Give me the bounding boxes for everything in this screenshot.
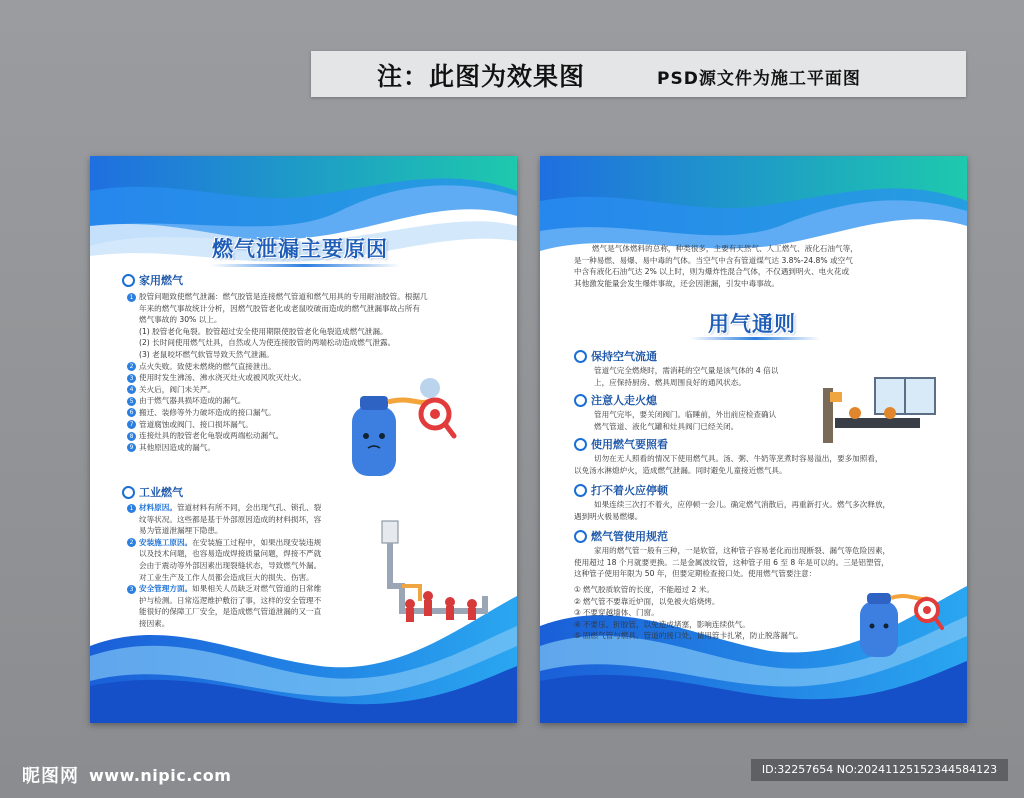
list-item: 不要压、折胶管，以免造成堵塞，影响连续供气。 <box>582 619 750 629</box>
number-badge: 4 <box>127 385 136 394</box>
right-flyer-page <box>540 156 967 723</box>
number-badge: 1 <box>127 293 136 302</box>
site-url[interactable]: www.nipic.com <box>89 765 232 785</box>
banner-sub-text: PSD源文件为施工平面图 <box>657 69 861 89</box>
text-line: 燃气是气体燃料的总称，种类很多，主要有天然气、人工燃气、液化石油气等， <box>592 244 858 253</box>
number-badge: 8 <box>127 432 136 441</box>
list-item: 燃气胶质软管的长度，不能超过 2 米。 <box>582 585 714 594</box>
text-line: 上，应保持厨房、燃具周围良好的通风状态。 <box>594 377 746 387</box>
text-line: 会由于震动等外部因素出现裂缝状态，导致燃气外漏。 <box>139 560 322 570</box>
list-item: 不要穿越墙体、门窗。 <box>582 608 659 618</box>
circle-marker-icon <box>574 394 587 407</box>
section-heading-turn-off <box>574 392 657 408</box>
text-line: (1) 胶管老化龟裂。胶管超过安全使用期限使胶管老化龟裂造成燃气泄漏。 <box>139 326 388 336</box>
site-logo: 昵图网 <box>22 766 79 787</box>
number-badge: 2 <box>127 538 136 547</box>
section-heading-household <box>122 272 183 288</box>
text-line: 胶管问题致使燃气泄漏：燃气胶管是连接燃气管道和燃气用具的专用耐油胶管。根据几 <box>139 292 428 301</box>
left-flyer-page <box>90 156 517 723</box>
hose-rules-text <box>574 545 954 580</box>
text-line: 家用的燃气管一般有三种，一是软管，这种管子容易老化而出现断裂、漏气等危险因素， <box>594 546 891 555</box>
item-label: 安全管理方面。 <box>139 584 193 594</box>
text-line: 点火失败。致使未燃烧的燃气直接泄出。 <box>139 361 276 371</box>
text-line: 其他激发能量会发生爆炸事故，还会因泄漏，引发中毒事故。 <box>574 278 780 288</box>
ventilation-text <box>594 365 844 388</box>
text-line: 能很好的保障工厂安全，是造成燃气管道泄漏的又一直 <box>139 607 322 617</box>
text-line: 易为管道泄漏埋下隐患。 <box>139 526 223 536</box>
circle-marker-icon <box>122 274 135 287</box>
text-line: 中含有液化石油气达 2% 以上时，则为爆炸性混合气体，不仅遇到明火、电火花或 <box>574 267 850 277</box>
list-marker: ⑤ <box>574 631 581 641</box>
text-line: 由于燃气器具损坏造成的漏气。 <box>139 396 246 406</box>
circle-marker-icon <box>574 530 587 543</box>
text-line: 管道材料有所不同，会出现气孔、锁孔、裂 <box>176 503 322 512</box>
text-line: 这种管子使用年限为 50 年，但要定期检查接口处。使用燃气管要注意： <box>574 569 817 579</box>
section-heading-text: 家用燃气 <box>139 274 183 287</box>
circle-marker-icon <box>574 484 587 497</box>
section-heading-text: 保持空气流通 <box>591 350 657 363</box>
text-line: 使用超过 18 个月就要更换。二是金属波纹管，这种管子用 6 至 8 年是可以的。三是铝塑管， <box>574 557 889 567</box>
banner-main-text: 注：此图为效果图 <box>377 62 586 91</box>
text-line: 接因素。 <box>139 618 170 628</box>
supervise-text <box>574 453 954 476</box>
text-line: 其他原因造成的漏气。 <box>139 442 215 452</box>
text-line: 搬迁、装修等外力破坏造成的接口漏气。 <box>139 407 276 417</box>
list-marker: ③ <box>574 608 581 618</box>
text-line: 以及技术问题，也容易造成焊接质量问题，焊接不严就 <box>139 549 322 559</box>
section-heading-text: 燃气管使用规范 <box>591 530 668 543</box>
number-badge: 9 <box>127 443 136 452</box>
text-line: 管道腐蚀或阀门、接口损坏漏气。 <box>139 419 253 429</box>
page-title-left: 燃气泄漏主要原因 <box>212 237 388 261</box>
text-line: 护与检测。日常巡逻维护敷衍了事，这样的安全管理不 <box>139 595 322 605</box>
list-item: 固燃气管与燃具、管道的接口处，请用管卡扎紧，防止脱落漏气。 <box>582 631 804 641</box>
title-underline <box>210 264 400 267</box>
item-label: 材料原因。 <box>139 503 177 512</box>
circle-marker-icon <box>574 438 587 451</box>
text-line: 纹等状况。这些都是基于外部原因造成的材料损坏，容 <box>139 514 322 524</box>
text-line: 关火后，阀门未关严。 <box>139 384 215 394</box>
text-line: 遇到明火极易燃爆。 <box>574 511 643 521</box>
number-badge: 1 <box>127 504 136 513</box>
text-line: 以免汤水淋熄炉火，造成燃气泄漏。同时避免儿童接近燃气具。 <box>574 465 787 475</box>
section-heading-supervise <box>574 436 668 452</box>
number-badge: 2 <box>127 362 136 371</box>
text-line: (3) 老鼠咬坏燃气软管导致天然气泄漏。 <box>139 349 274 359</box>
text-line: 如果相关人员缺乏对燃气管道的日常维 <box>192 584 322 594</box>
circle-marker-icon <box>122 486 135 499</box>
list-marker: ② <box>574 596 581 606</box>
pipeline-workers-icon <box>382 521 485 622</box>
text-line: (2) 长时间使用燃气灶具，自然或人为使连接胶管的两端松动造成燃气泄露。 <box>139 338 396 348</box>
text-line: 切勿在无人照看的情况下使用燃气具。汤、粥、牛奶等烹煮时容易溢出，要多加照看， <box>594 454 883 463</box>
section-heading-text: 工业燃气 <box>139 486 183 499</box>
section-heading-hose-rules <box>574 528 668 544</box>
list-marker: ④ <box>574 619 581 629</box>
section-heading-industrial <box>122 484 183 500</box>
text-line: 燃气事故的 30% 以上。 <box>139 315 222 325</box>
number-badge: 3 <box>127 585 136 594</box>
text-line: 如果连续三次打不着火，应停顿一会儿。确定燃气消散后，再重新打火。燃气多次释放， <box>594 500 891 509</box>
ignition-text <box>574 499 954 522</box>
watermark-footer <box>22 762 231 788</box>
text-line: 管道气完全燃烧时，需消耗的空气量是该气体的 4 倍以 <box>594 366 779 375</box>
item-label: 安装施工原因。 <box>139 537 193 547</box>
section-heading-ignition <box>574 482 668 498</box>
list-item: 燃气管不要靠近炉面，以免被火焰烧烤。 <box>582 596 720 606</box>
page-title-right: 用气通则 <box>708 312 796 336</box>
image-id-label: ID:32257654 NO:20241125152344584123 <box>751 759 1008 781</box>
circle-marker-icon <box>574 350 587 363</box>
text-line: 连接灶具的胶管老化龟裂或两端松动漏气。 <box>139 431 284 441</box>
text-line: 燃气管道、液化气罐和灶具阀门已经关闭。 <box>594 421 739 431</box>
title-underline <box>690 337 820 340</box>
notice-banner <box>311 51 966 97</box>
number-badge: 6 <box>127 408 136 417</box>
section-heading-ventilation <box>574 348 657 364</box>
text-line: 年来的燃气事故统计分析，因燃气胶管老化或老鼠咬破而造成的燃气泄漏事故占所有 <box>139 303 420 313</box>
text-line: 使用时发生沸汤、沸水浇灭灶火或被风吹灭灶火。 <box>139 373 307 383</box>
number-badge: 5 <box>127 397 136 406</box>
hose-rules-list <box>574 584 864 642</box>
household-paragraph <box>127 291 492 453</box>
text-line: 管用气完毕，要关闭阀门。临睡前，外出前应检查确认 <box>594 410 777 419</box>
section-heading-text: 使用燃气要照看 <box>591 438 668 451</box>
turn-off-text <box>594 409 844 432</box>
text-line: 在安装施工过程中，如果出现安装违规 <box>192 537 322 547</box>
text-line: 是一种易燃、易爆、易中毒的气体。当空气中含有管道煤气达 3.8%-24.8% 或空气 <box>574 255 853 265</box>
number-badge: 3 <box>127 374 136 383</box>
section-heading-text: 打不着火应停顿 <box>591 484 668 497</box>
intro-paragraph <box>574 243 944 289</box>
number-badge: 7 <box>127 420 136 429</box>
industrial-paragraph <box>127 502 377 630</box>
section-heading-text: 注意人走火熄 <box>591 394 657 407</box>
list-marker: ① <box>574 585 581 594</box>
text-line: 对工业生产及工作人员都会造成巨大的损失、伤害。 <box>139 572 314 582</box>
